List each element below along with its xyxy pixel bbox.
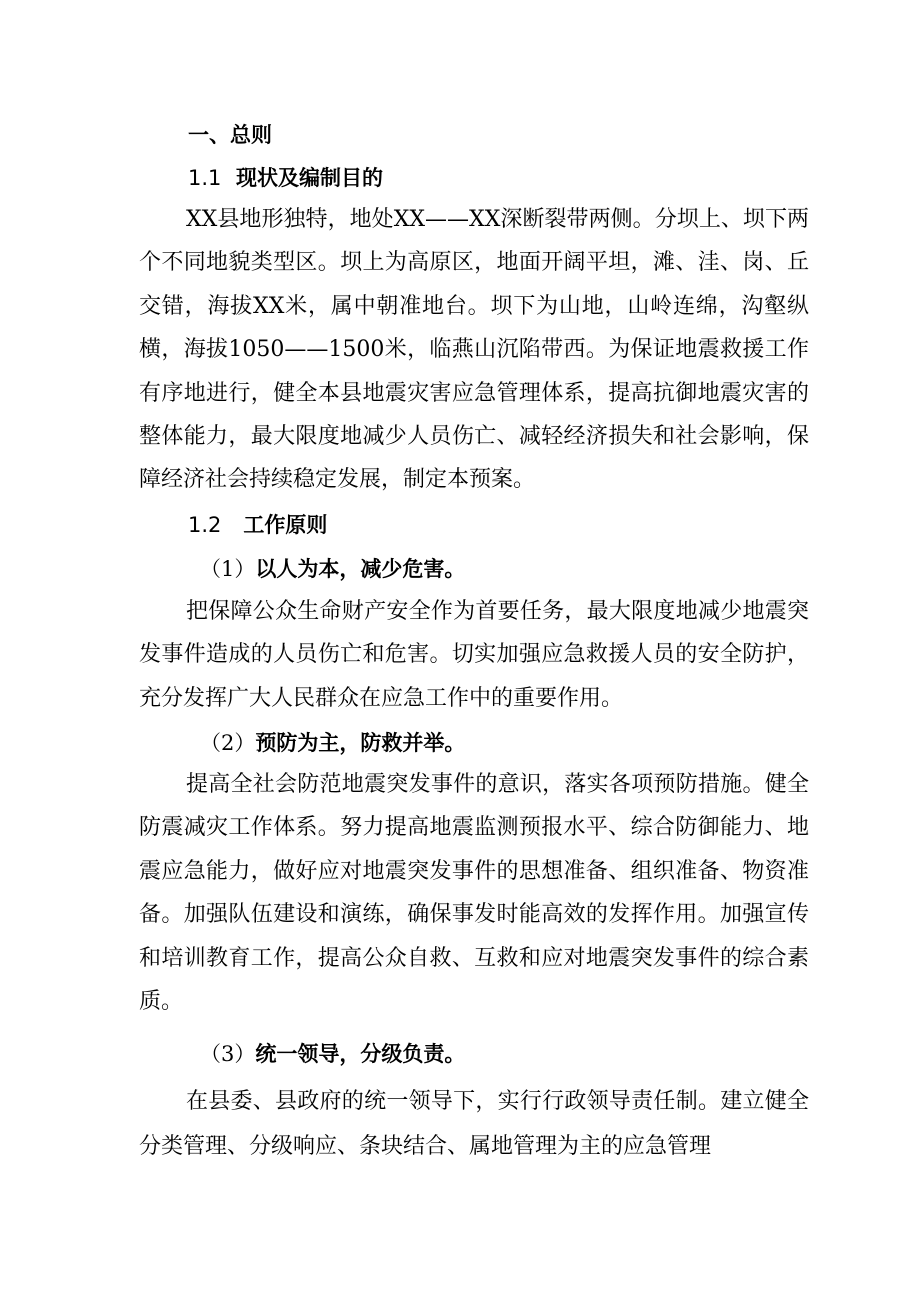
subsection-heading-1-2 bbox=[188, 511, 327, 539]
paragraph-current-status: XX县地形独特，地处XX——XX深断裂带两侧。分坝上、坝下两个不同地貌类型区。坝上为高原区，地面开阔平坦，滩、洼、岗、丘交错，海拔XX米，属中朝准地台。坝下为山地，山岭连绵，沟壑纵横，海拔1050——1500米，临燕山沉陷带西。为保证地震救援工作有序地进行，健全本县地震灾害应急管理体系，提高抗御地震灾害的整体能力，最大限度地减少人员伤亡、减轻经济损失和社会影响，保障经济社会持续稳定发展，制定本预案。 bbox=[139, 207, 809, 493]
principle-heading-3 bbox=[200, 1040, 465, 1068]
principle-title: 统一领导，分级负责。 bbox=[255, 1042, 466, 1066]
subsection-title: 工作原则 bbox=[243, 513, 328, 537]
subsection-heading-1-1 bbox=[188, 164, 383, 192]
principle-heading-1 bbox=[200, 555, 465, 583]
principle-title: 预防为主，防救并举。 bbox=[255, 731, 466, 755]
principle-paragraph-1: 把保障公众生命财产安全作为首要任务，最大限度地减少地震突发事件造成的人员伤亡和危害。切实加强应急救援人员的安全防护，充分发挥广大人民群众在应急工作中的重要作用。 bbox=[139, 599, 809, 711]
subsection-number: 1.1 bbox=[188, 166, 222, 190]
principle-paragraph-2: 提高全社会防范地震突发事件的意识，落实各项预防措施。健全防震减灾工作体系。努力提高地震监测预报水平、综合防御能力、地震应急能力，做好应对地震突发事件的思想准备、组织准备、物资准备。加强队伍建设和演练，确保事发时能高效的发挥作用。加强宣传和培训教育工作，提高公众自救、互救和应对地震突发事件的综合素质。 bbox=[139, 772, 809, 1015]
subsection-title: 现状及编制目的 bbox=[236, 166, 384, 190]
principle-label: （2） bbox=[200, 731, 256, 755]
principle-title: 以人为本，减少危害。 bbox=[255, 557, 466, 581]
principle-label: （1） bbox=[200, 557, 256, 581]
subsection-number: 1.2 bbox=[188, 513, 222, 537]
principle-heading-2 bbox=[200, 729, 465, 757]
principle-label: （3） bbox=[200, 1042, 256, 1066]
principle-paragraph-3: 在县委、县政府的统一领导下，实行行政领导责任制。建立健全分类管理、分级响应、条块结合、属地管理为主的应急管理 bbox=[139, 1089, 809, 1159]
section-title: 一、总则 bbox=[188, 123, 272, 147]
